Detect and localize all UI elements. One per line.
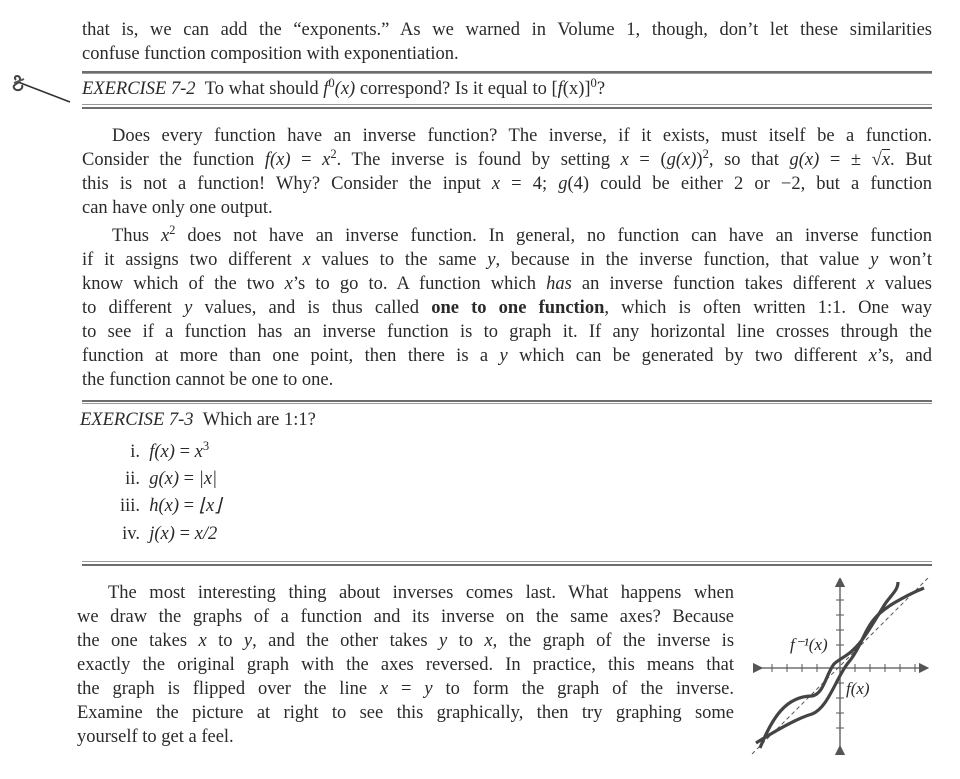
text: = ± √ — [819, 150, 882, 170]
math: x — [198, 631, 207, 651]
x-argument: (x) — [334, 79, 356, 99]
text: to form the graph of the inverse. — [432, 679, 734, 699]
inverse-paragraph-line-2 — [82, 148, 932, 172]
item-eq: = — [179, 469, 199, 489]
item-lhs: f(x) — [149, 442, 175, 462]
math: x — [322, 150, 331, 170]
math: x — [302, 250, 311, 270]
superscript: 2 — [330, 147, 337, 162]
math: x — [491, 174, 501, 194]
thus-paragraph-line-4 — [82, 296, 932, 320]
exercise-7-3-top-rule-thin — [82, 403, 932, 404]
text: (4) could be either 2 or −2, but a function — [567, 174, 932, 194]
text: , the graph of the inverse is — [492, 631, 735, 651]
item-lhs: j(x) — [149, 524, 175, 544]
thus-paragraph-line-7: the function cannot be one to one. — [82, 370, 334, 390]
text: = — [290, 150, 323, 170]
inverse-label: f⁻¹(x) — [790, 635, 828, 654]
item-rhs: ⌊x⌋ — [198, 496, 222, 516]
text: ) — [696, 150, 703, 170]
text: values — [874, 274, 932, 294]
text: . The inverse is found by setting — [336, 150, 621, 170]
item-lhs: h(x) — [149, 496, 180, 516]
x-argument-2: (x)] — [562, 79, 591, 99]
math: y — [499, 346, 508, 366]
exercise-item — [108, 467, 408, 491]
text: ’s to go to. A function which — [292, 274, 547, 294]
text: , so that — [708, 150, 790, 170]
term-one-to-one: one to one function — [431, 298, 605, 318]
item-eq: = — [174, 442, 195, 462]
item-rhs: |x| — [198, 469, 218, 489]
text: function at more than one point, then there is a — [82, 346, 500, 366]
thus-paragraph-line-3 — [82, 272, 932, 296]
text: this is not a function! Why? Consider the input — [82, 174, 492, 194]
text: = — [388, 679, 425, 699]
thus-paragraph-line-1 — [112, 224, 932, 248]
item-eq: = — [174, 524, 195, 544]
text: , which is often written 1:1. One way — [604, 298, 932, 318]
text: values, and is thus called — [192, 298, 432, 318]
exercise-7-2-bottom-rule-thin — [82, 104, 932, 105]
exercise-7-3-top-rule — [82, 400, 932, 402]
exercise-7-3-bottom-rule — [82, 564, 932, 566]
math: y — [243, 631, 253, 651]
exercise-7-2-text-c: ? — [596, 79, 606, 99]
inverse-paragraph-line-4: can have only one output. — [82, 198, 273, 218]
exercise-7-3-question: Which are 1:1? — [202, 410, 316, 430]
top-paragraph-line-2: confuse function composition with exponentiation. — [82, 44, 459, 64]
item-number: iii. — [119, 496, 140, 516]
graphs-paragraph-line-7: yourself to get a feel. — [77, 727, 234, 747]
math: y — [184, 298, 193, 318]
inverse-curve — [760, 582, 898, 748]
graphs-paragraph-line-6: Examine the picture at right to see this graphically, then try graphing some — [77, 703, 734, 723]
graphs-paragraph-line-5 — [77, 677, 734, 701]
exercise-item — [108, 494, 408, 518]
math: x — [284, 274, 293, 294]
text: = ( — [628, 150, 667, 170]
superscript-zero: 0 — [328, 76, 335, 91]
inverse-paragraph-line-3 — [82, 172, 932, 196]
f-symbol-2: f — [557, 79, 563, 99]
text: to — [447, 631, 485, 651]
math: y — [438, 631, 448, 651]
graphs-paragraph-line-2: we draw the graphs of a function and its inverse on the same axes? Because — [77, 607, 734, 627]
exercise-7-2-top-rule-thin — [82, 73, 932, 74]
text: to — [206, 631, 244, 651]
f-symbol: f — [323, 79, 329, 99]
sword-marker-icon — [8, 72, 72, 106]
math: x — [881, 150, 891, 170]
text: = 4; — [500, 174, 559, 194]
text: does not have an inverse function. In general, no function can have an inverse function — [175, 226, 933, 246]
emphasis: has — [546, 274, 572, 294]
item-sup: 3 — [202, 439, 210, 454]
text: the graph is flipped over the line — [77, 679, 380, 699]
text: . But — [890, 150, 932, 170]
math: x — [866, 274, 875, 294]
superscript: 2 — [702, 147, 709, 162]
math: x — [868, 346, 877, 366]
math: f(x) — [264, 150, 291, 170]
math: x — [620, 150, 629, 170]
math: x — [160, 226, 170, 246]
text: the one takes — [77, 631, 199, 651]
text: which can be generated by two different — [507, 346, 869, 366]
top-paragraph-line-1: that is, we can add the “exponents.” As we warned in Volume 1, though, don’t let these similarities — [82, 20, 932, 40]
text: , and the other takes — [252, 631, 439, 651]
text: Consider the function — [82, 150, 265, 170]
math: x — [379, 679, 389, 699]
exercise-7-2 — [82, 77, 605, 101]
math: x — [484, 631, 493, 651]
math: g(x) — [789, 150, 820, 170]
graphs-paragraph-line-4: exactly the original graph with the axes reversed. In practice, this means that — [77, 655, 734, 675]
text: , because in the inverse function, that value — [495, 250, 871, 270]
item-eq: = — [179, 496, 199, 516]
text: know which of the two — [82, 274, 285, 294]
item-number: i. — [130, 442, 140, 462]
function-label: f(x) — [846, 679, 870, 698]
text: if it assigns two different — [82, 250, 303, 270]
item-lhs: g(x) — [149, 469, 180, 489]
superscript-zero-2: 0 — [590, 76, 597, 91]
math: y — [424, 679, 433, 699]
text: to different — [82, 298, 185, 318]
math: g(x) — [666, 150, 697, 170]
thus-paragraph-line-6 — [82, 344, 932, 368]
exercise-item — [108, 440, 408, 464]
inverse-function-figure — [750, 578, 930, 756]
exercise-7-2-label: EXERCISE 7-2 — [82, 79, 196, 99]
exercise-7-3-label: EXERCISE 7-3 — [80, 410, 194, 430]
text: won’t — [878, 250, 933, 270]
math: y — [870, 250, 879, 270]
text: Thus — [112, 226, 161, 246]
superscript: 2 — [169, 223, 176, 238]
graphs-paragraph-line-1: The most interesting thing about inverses comes last. What happens when — [108, 583, 734, 603]
exercise-7-2-text-b: correspond? Is it equal to [ — [359, 79, 558, 99]
graphs-paragraph-line-3 — [77, 629, 734, 653]
exercise-7-3-bottom-rule-thin — [82, 561, 932, 562]
thus-paragraph-line-2 — [82, 248, 932, 272]
item-number: ii. — [125, 469, 140, 489]
thus-paragraph-line-5: to see if a function has an inverse function is to graph it. If any horizontal line crosses through the — [82, 322, 932, 342]
item-rhs: x/2 — [194, 524, 218, 544]
exercise-7-2-bottom-rule — [82, 107, 932, 109]
inverse-paragraph-line-1: Does every function have an inverse function? The inverse, if it exists, must itself be a function. — [112, 126, 932, 146]
text: an inverse function takes different — [571, 274, 867, 294]
text: values to the same — [310, 250, 488, 270]
math: g — [558, 174, 568, 194]
exercise-item — [108, 522, 408, 546]
math: y — [487, 250, 496, 270]
exercise-7-3-heading — [80, 408, 316, 432]
text: ’s, and — [876, 346, 932, 366]
exercise-7-2-text-a: To what should — [204, 79, 319, 99]
item-rhs: x — [194, 442, 203, 462]
item-number: iv. — [122, 524, 140, 544]
